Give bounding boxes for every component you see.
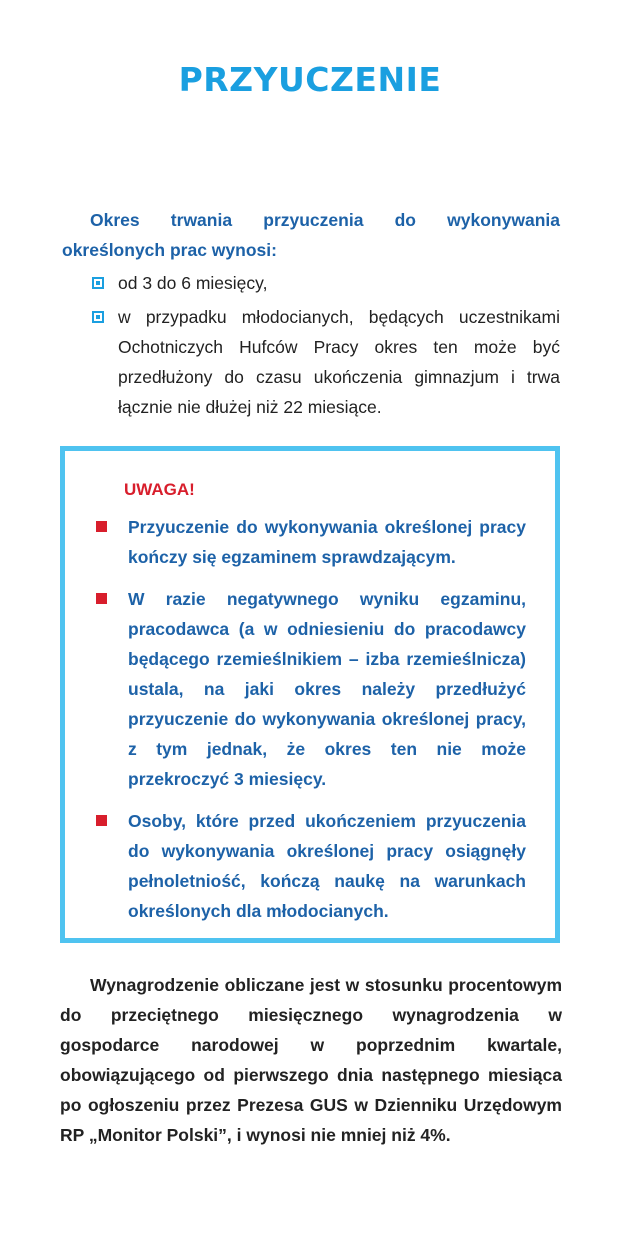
square-bullet-icon: [92, 277, 104, 289]
list-item: [96, 806, 526, 926]
list-item: [96, 584, 526, 794]
list-item-text: W razie negatywnego wyniku egzaminu, pracodawca (a w odniesieniu do pracodawcy będącego rzemieślnikiem – izba rzemieślnicza) ustala, na jaki okres należy przedłużyć przyuczenie do wykonywania określonej pracy, z tym jednak, że okres ten nie może przekroczyć 3 miesięcy.: [128, 589, 526, 789]
list-item-text: od 3 do 6 miesięcy,: [118, 273, 268, 293]
duration-list: [62, 268, 560, 426]
intro-paragraph: Okres trwania przyuczenia do wykonywania określonych prac wynosi:: [62, 210, 560, 260]
red-square-bullet-icon: [96, 815, 107, 826]
salary-paragraph: Wynagrodzenie obliczane jest w stosunku procentowym do przeciętnego miesięcznego wynagrodzenia w gospodarce narodowej w poprzednim kwartale, obowiązującego od pierwszego dnia następnego miesiąca po ogłoszeniu przez Prezesa GUS w Dzienniku Urzędowym RP „Monitor Polski”, i wynosi nie mniej niż 4%.: [60, 975, 562, 1145]
list-item-text: w przypadku młodocianych, będących uczestnikami Ochotniczych Hufców Pracy okres ten może być przedłużony do czasu ukończenia gimnazjum i trwa łącznie nie dłużej niż 22 miesiące.: [118, 307, 560, 417]
list-item: [62, 268, 560, 298]
page-title: PRZYUCZENIE: [178, 60, 442, 99]
notice-heading: UWAGA!: [124, 480, 195, 499]
list-item-text: Osoby, które przed ukończeniem przyuczenia do wykonywania określonej pracy osiągnęły pełnoletniość, kończą naukę na warunkach określonych dla młodocianych.: [128, 811, 526, 921]
notice-list: [96, 512, 526, 938]
red-square-bullet-icon: [96, 521, 107, 532]
list-item: [96, 512, 526, 572]
list-item-text: Przyuczenie do wykonywania określonej pracy kończy się egzaminem sprawdzającym.: [128, 517, 526, 567]
square-bullet-icon: [92, 311, 104, 323]
red-square-bullet-icon: [96, 593, 107, 604]
list-item: [62, 302, 560, 422]
